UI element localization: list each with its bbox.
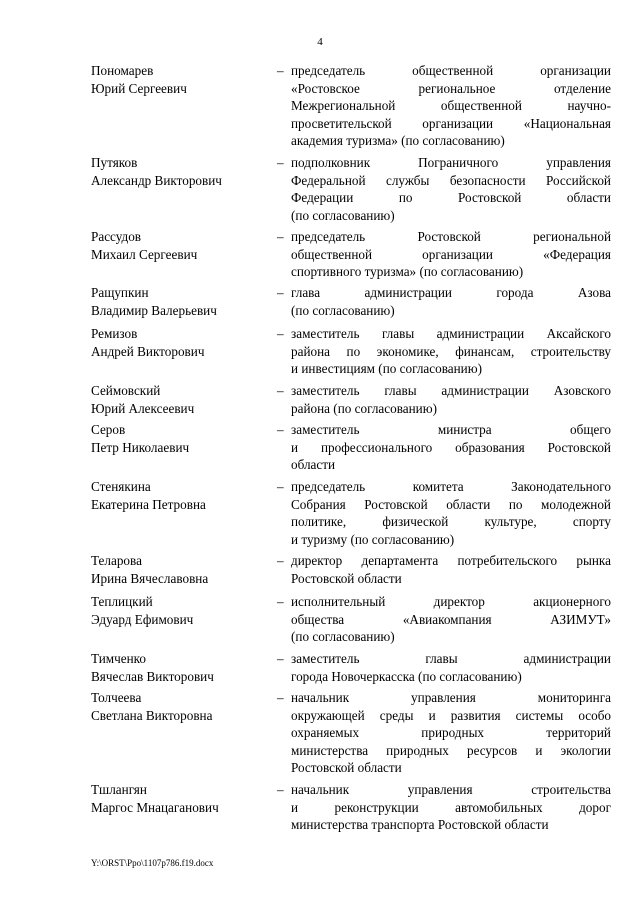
position-line: министерства природных ресурсов и экологии (291, 742, 611, 758)
position-line: (по согласованию) (291, 302, 395, 318)
member-surname: Путяков (91, 155, 138, 170)
position-line: политике, физической культуре, спорту (291, 514, 611, 529)
member-given-names: Эдуард Ефимович (91, 611, 194, 627)
position-line: председатель Ростовской региональной (291, 229, 611, 244)
position-line: Межрегиональной общественной научно- (291, 98, 611, 113)
dash-separator: – (277, 651, 284, 666)
member-position (291, 228, 611, 281)
position-line: академия туризма» (по согласованию) (291, 133, 505, 148)
position-line: района (по согласованию) (291, 400, 437, 416)
member-given-names: Екатерина Петровна (91, 496, 206, 512)
member-position (291, 62, 611, 150)
position-line: начальник управления строительства (291, 782, 611, 797)
member-surname: Теплицкий (91, 594, 153, 609)
position-line: председатель комитета Законодательного (291, 479, 611, 494)
member-position (291, 781, 611, 834)
page-number: 4 (317, 36, 323, 48)
member-name (91, 154, 276, 189)
position-line: и инвестициям (по согласованию) (291, 361, 482, 376)
dash-separator: – (277, 326, 284, 341)
member-given-names: Юрий Алексеевич (91, 400, 195, 416)
member-position (291, 593, 611, 646)
member-name (91, 593, 276, 628)
member-given-names: Ирина Вячеславовна (91, 570, 209, 586)
dash-separator: – (277, 594, 284, 609)
position-line: заместитель главы администрации Аксайского (291, 326, 611, 341)
member-given-names: Юрий Сергеевич (91, 80, 187, 96)
member-name (91, 382, 276, 417)
member-given-names: Михаил Сергеевич (91, 246, 198, 262)
member-surname: Пономарев (91, 63, 154, 78)
position-line: области (291, 457, 336, 472)
member-surname: Ращупкин (91, 285, 149, 300)
member-given-names: Маргос Мнацаганович (91, 799, 219, 815)
member-surname: Сеймовский (91, 383, 161, 398)
member-given-names: Вячеслав Викторович (91, 668, 214, 684)
member-name (91, 284, 276, 319)
position-line: просветительской организации «Национальная (291, 115, 611, 131)
position-line: председатель общественной организации (291, 63, 611, 78)
member-given-names: Владимир Валерьевич (91, 302, 217, 318)
member-position (291, 382, 611, 417)
position-line: города Новочеркасска (по согласованию) (291, 668, 522, 684)
member-name (91, 478, 276, 513)
member-position (291, 325, 611, 378)
dash-separator: – (277, 383, 284, 398)
dash-separator: – (277, 479, 284, 494)
position-line: охраняемых природных территорий (291, 725, 611, 740)
position-line: глава администрации города Азова (291, 285, 611, 300)
position-line: окружающей среды и развития системы особо (291, 707, 611, 723)
member-surname: Стенякина (91, 479, 151, 494)
dash-separator: – (277, 782, 284, 797)
member-surname: Серов (91, 422, 126, 437)
position-line: министерства транспорта Ростовской области (291, 817, 549, 832)
dash-separator: – (277, 285, 284, 300)
position-line: Федеральной службы безопасности Российской (291, 172, 611, 188)
position-line: и туризму (по согласованию) (291, 531, 455, 547)
member-position (291, 284, 611, 319)
member-name (91, 62, 276, 97)
position-line: (по согласованию) (291, 629, 395, 644)
dash-separator: – (277, 553, 284, 568)
member-surname: Тимченко (91, 651, 147, 666)
position-line: исполнительный директор акционерного (291, 594, 611, 609)
position-line: заместитель министра общего (291, 422, 611, 437)
member-name (91, 650, 276, 685)
member-name (91, 421, 276, 456)
position-line: директор департамента потребительского рынка (291, 553, 611, 568)
member-surname: Теларова (91, 553, 142, 568)
position-line: заместитель главы администрации (291, 651, 611, 666)
member-position (291, 689, 611, 777)
dash-separator: – (277, 422, 284, 437)
member-name (91, 228, 276, 263)
member-surname: Ремизов (91, 326, 138, 341)
position-line: и реконструкции автомобильных дорог (291, 799, 611, 815)
position-line: общества «Авиакомпания АЗИМУТ» (291, 611, 611, 627)
file-path-footer: Y:\ORST\Ppo\1107p786.f19.docx (91, 858, 214, 868)
dash-separator: – (277, 155, 284, 170)
member-given-names: Александр Викторович (91, 172, 222, 188)
member-surname: Рассудов (91, 229, 142, 244)
member-surname: Тшлангян (91, 782, 147, 797)
member-name (91, 552, 276, 587)
position-line: «Ростовское региональное отделение (291, 80, 611, 96)
position-line: Ростовской области (291, 760, 402, 775)
member-given-names: Петр Николаевич (91, 439, 190, 455)
position-line: Ростовской области (291, 570, 402, 586)
dash-separator: – (277, 63, 284, 78)
position-line: Федерации по Ростовской области (291, 190, 611, 205)
position-line: подполковник Пограничного управления (291, 155, 611, 170)
member-position (291, 154, 611, 224)
position-line: заместитель главы администрации Азовского (291, 383, 611, 398)
position-line: Собрания Ростовской области по молодежной (291, 496, 611, 512)
dash-separator: – (277, 229, 284, 244)
member-given-names: Светлана Викторовна (91, 707, 213, 723)
dash-separator: – (277, 690, 284, 705)
position-line: общественной организации «Федерация (291, 246, 611, 262)
member-name (91, 689, 276, 724)
member-position (291, 650, 611, 685)
member-position (291, 552, 611, 587)
member-surname: Толчеева (91, 690, 142, 705)
member-position (291, 421, 611, 474)
position-line: спортивного туризма» (по согласованию) (291, 264, 524, 279)
member-position (291, 478, 611, 548)
member-given-names: Андрей Викторович (91, 343, 205, 359)
position-line: (по согласованию) (291, 207, 395, 223)
position-line: начальник управления мониторинга (291, 690, 611, 705)
member-name (91, 325, 276, 360)
position-line: района по экономике, финансам, строительству (291, 343, 611, 359)
position-line: и профессионального образования Ростовской (291, 439, 611, 455)
member-name (91, 781, 276, 816)
